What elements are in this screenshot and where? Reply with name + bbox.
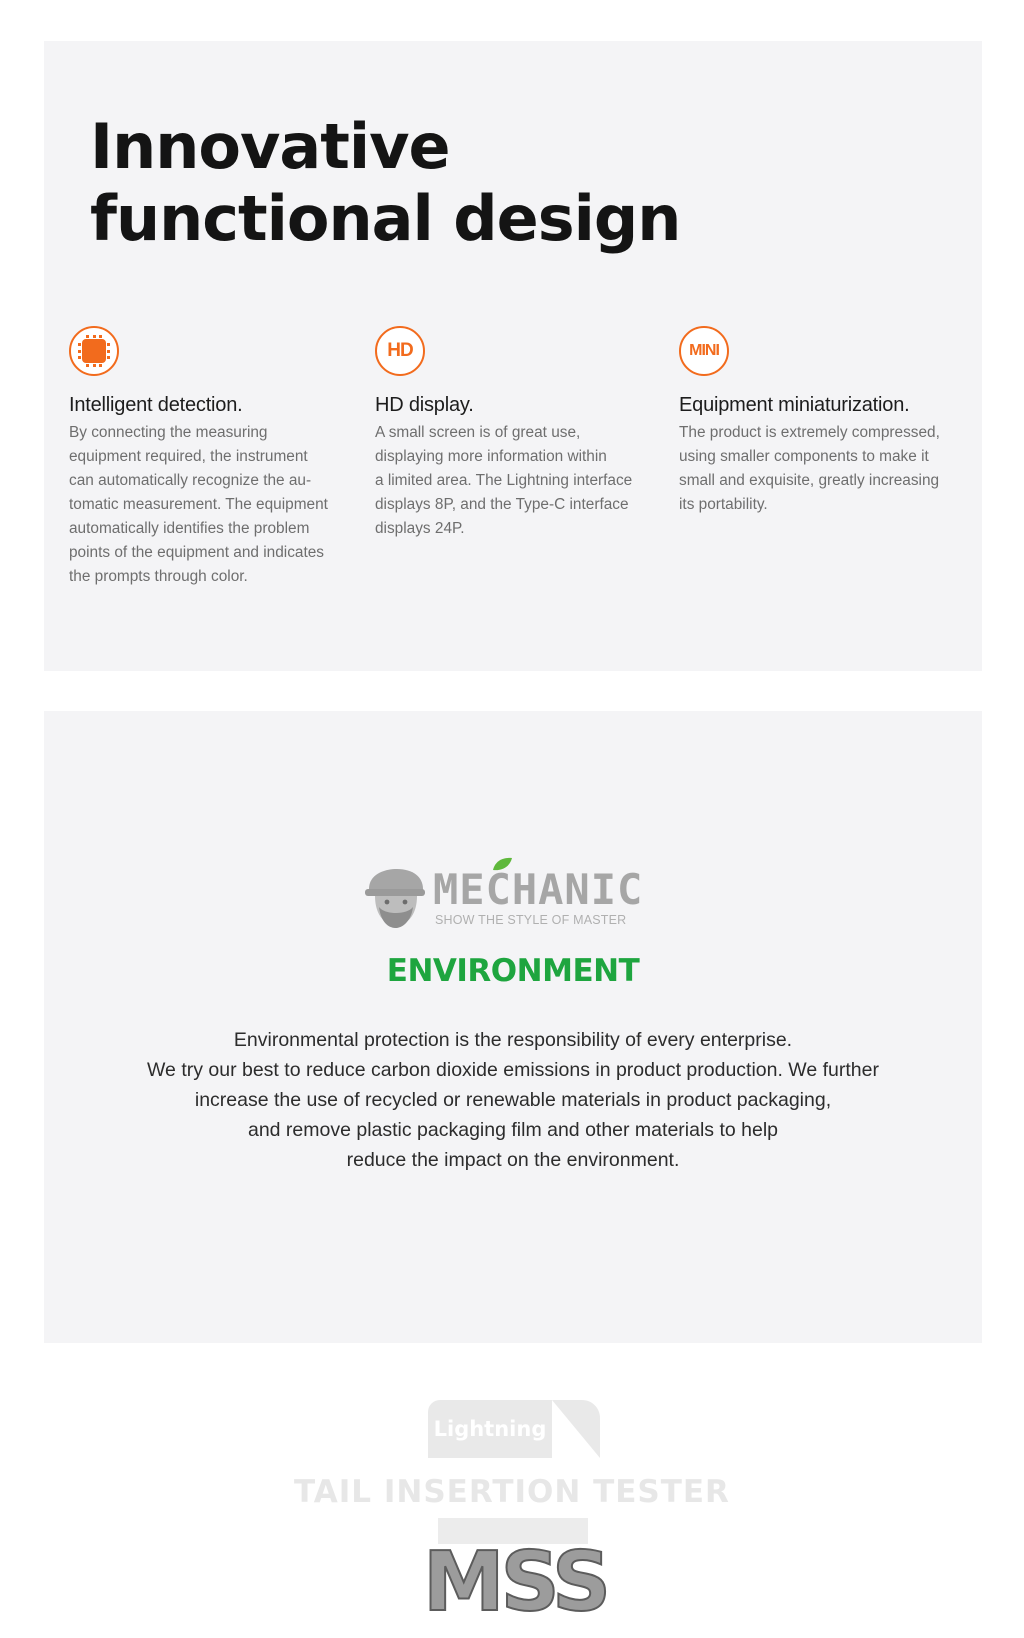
corner-n-icon [552,1400,600,1458]
headline-line-1: Innovative [90,110,450,183]
brand-mark-text: MSS [422,1535,608,1630]
mss-brand-mark [418,1518,612,1630]
environment-title: ENVIRONMENT [386,953,640,989]
product-heading [0,1400,1024,1638]
hd-icon: HD [375,326,425,376]
lightning-badge [428,1400,600,1464]
feature-title: Equipment miniaturization. [679,394,910,416]
feature-description: The product is extremely compressed, using smaller components to make it small and exquisite, greatly increasing its portability. [679,424,940,513]
headline-line-2: functional design [90,182,681,255]
feature-hd-display [375,326,661,541]
environment-panel [44,711,982,1343]
body-line: We try our best to reduce carbon dioxide emissions in product production. We further [147,1059,879,1081]
chip-icon [69,326,119,376]
body-line: increase the use of recycled or renewable materials in product packaging, [194,1089,832,1111]
feature-title: Intelligent detection. [69,394,243,416]
feature-miniaturization [679,326,975,517]
body-line: reduce the impact on the environment. [346,1149,680,1171]
body-line: Environmental protection is the responsibility of every enterprise. [233,1029,793,1051]
mini-icon: MINI [679,326,729,376]
feature-intelligent-detection [69,326,355,589]
mascot-face-icon [363,867,427,929]
feature-title: HD display. [375,394,474,416]
mechanic-logo [363,863,663,935]
logo-tagline: SHOW THE STYLE OF MASTER [435,913,627,927]
body-line: and remove plastic packaging film and other materials to help [247,1119,779,1141]
environment-body [84,1025,942,1175]
feature-description: By connecting the measuring equipment required, the instrument can automatically recognize the au- tomatic measurement. The equipment automatically identifies the problem points of the equipment and indicates the prompts through color. [69,424,328,585]
badge-label: Lightning [433,1417,547,1441]
logo-wordmark: MECHANIC [433,865,644,914]
features-panel [44,41,982,671]
section-headline [90,111,680,255]
feature-description: A small screen is of great use, displaying more information within a limited area. The Lightning interface displays 8P, and the Type-C interface displays 24P. [375,424,633,537]
product-title: TAIL INSERTION TESTER [294,1474,730,1510]
